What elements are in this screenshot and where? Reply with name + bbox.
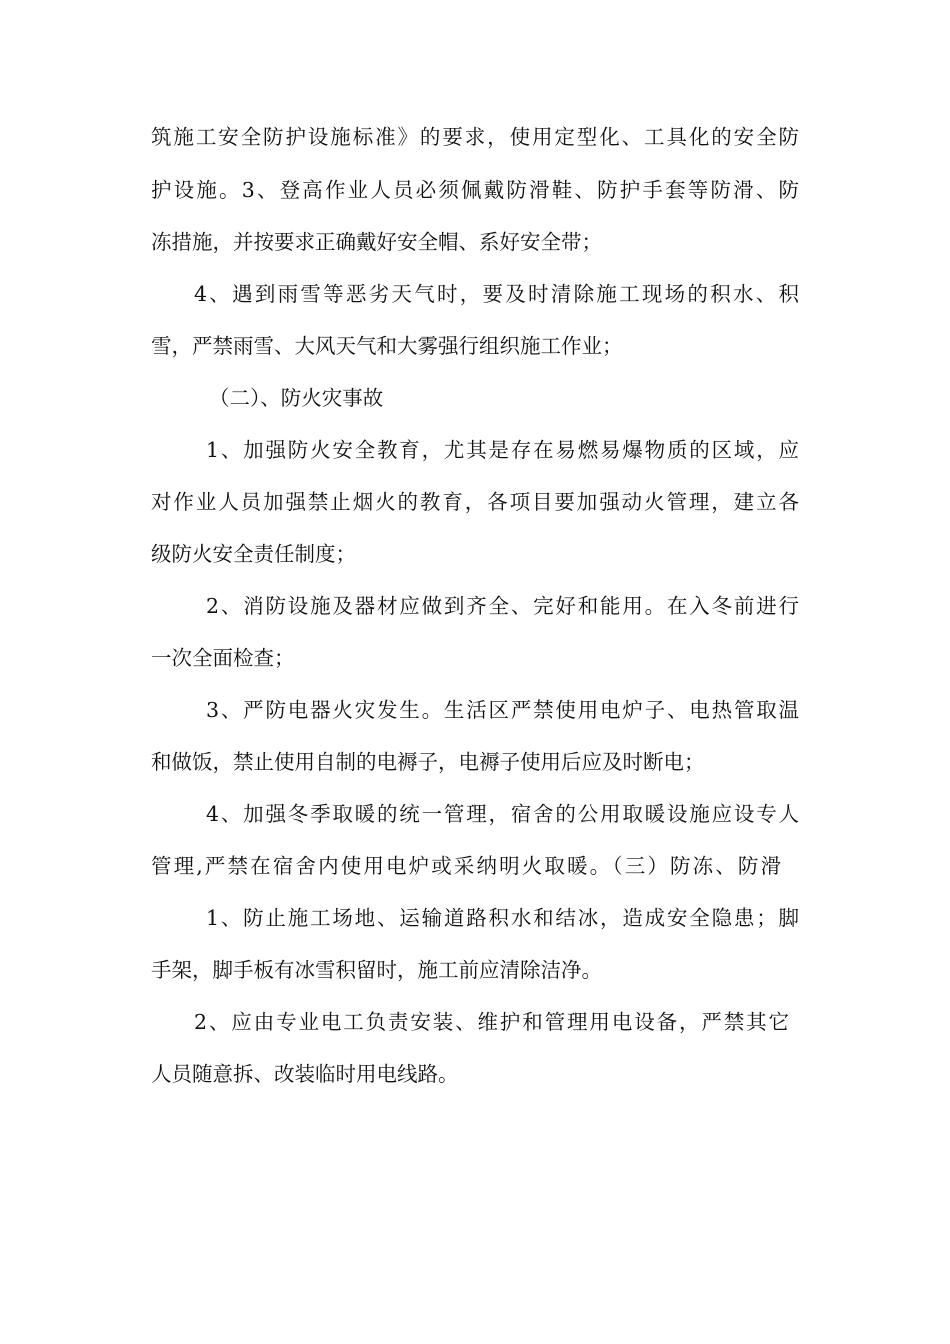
- text-line-16: 1、防止施工场地、运输道路积水和结冰，造成安全隐患；脚: [206, 906, 799, 930]
- text-line-7: 1、加强防火安全教育，尤其是存在易燃易爆物质的区域，应: [206, 438, 799, 462]
- text-line-15: 管理,严禁在宿舍内使用电炉或采纳明火取暖。（三）防冻、防滑: [151, 854, 781, 878]
- text-line-4: 4、遇到雨雪等恶劣天气时，要及时清除施工现场的积水、积: [194, 282, 799, 306]
- text-line-17: 手架，脚手板有冰雪积留时，施工前应清除洁净。: [151, 958, 602, 982]
- text-line-5: 雪，严禁雨雪、大风天气和大雾强行组织施工作业；: [151, 334, 623, 358]
- text-line-1: 筑施工安全防护设施标准》的要求，使用定型化、工具化的安全防: [151, 125, 799, 149]
- text-line-3: 冻措施，并按要求正确戴好安全帽、系好安全带；: [151, 230, 602, 254]
- text-line-11: 一次全面检查；: [151, 646, 295, 670]
- text-line-8: 对作业人员加强禁止烟火的教育，各项目要加强动火管理，建立各: [151, 490, 799, 514]
- text-line-2: 护设施。3、登高作业人员必须佩戴防滑鞋、防护手套等防滑、防: [151, 178, 799, 202]
- text-line-9: 级防火安全责任制度；: [151, 542, 356, 566]
- text-line-10: 2、消防设施及器材应做到齐全、完好和能用。在入冬前进行: [206, 594, 799, 618]
- text-line-13: 和做饭，禁止使用自制的电褥子，电褥子使用后应及时断电；: [151, 750, 705, 774]
- text-line-19: 人员随意拆、改装临时用电线路。: [151, 1062, 459, 1086]
- text-line-18: 2、应由专业电工负责安装、维护和管理用电设备，严禁其它: [194, 1010, 789, 1034]
- section-heading-fire: （二）、防火灾事故: [209, 386, 384, 410]
- text-line-12: 3、严防电器火灾发生。生活区严禁使用电炉子、电热管取温: [206, 698, 799, 722]
- text-line-14: 4、加强冬季取暖的统一管理，宿舍的公用取暖设施应设专人: [206, 802, 799, 826]
